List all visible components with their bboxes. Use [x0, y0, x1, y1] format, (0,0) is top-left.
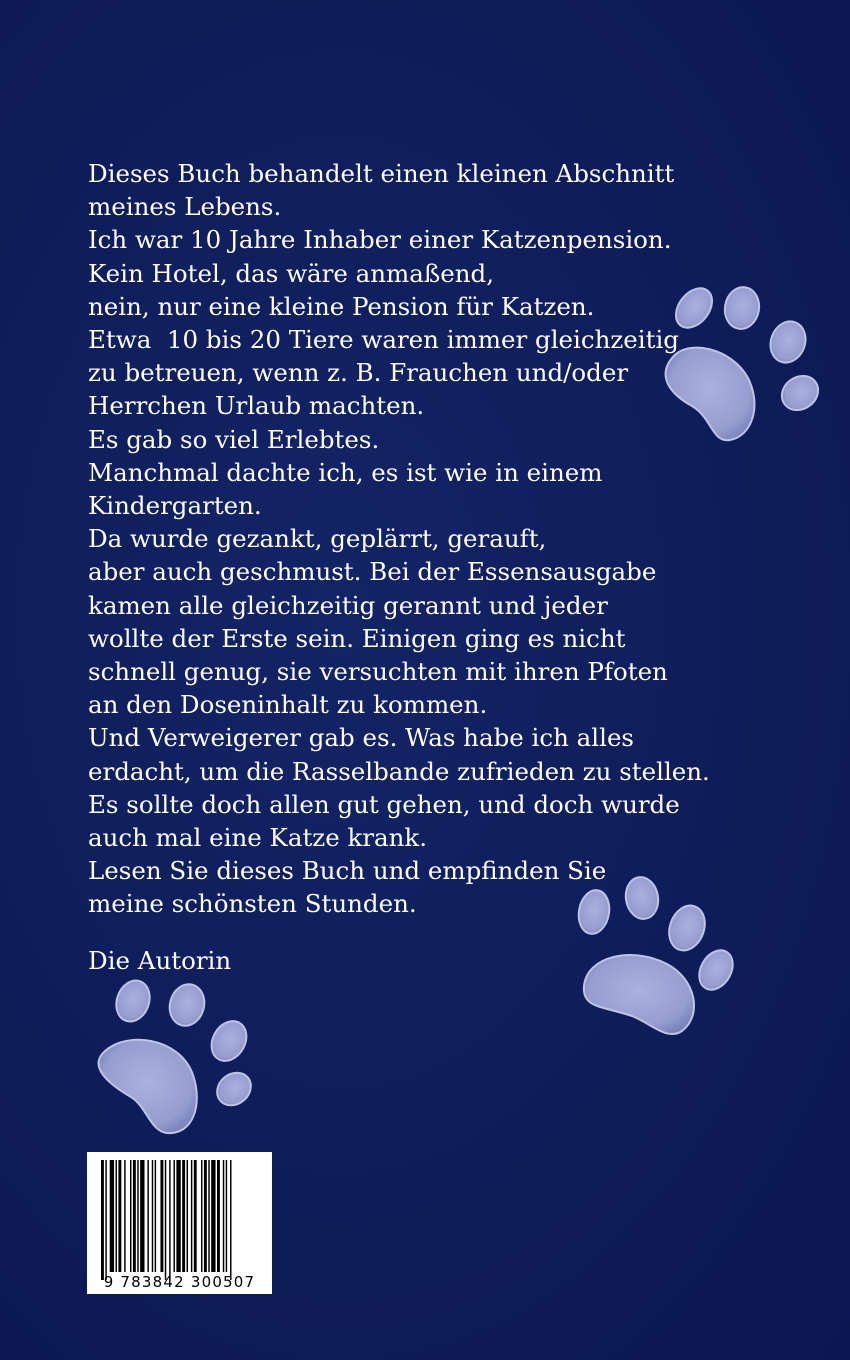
isbn-number: 9 783842 300507 — [103, 1273, 256, 1291]
blurb-line: Kein Hotel, das wäre anmaßend, — [88, 258, 494, 288]
blurb-line: auch mal eine Katze krank. — [88, 823, 428, 853]
barcode-bar — [133, 1160, 136, 1272]
barcode-bar — [201, 1160, 202, 1272]
blurb-line: wollte der Erste sein. Einigen ging es nicht — [88, 623, 626, 653]
barcode-bar — [116, 1160, 117, 1272]
barcode-bar — [165, 1160, 166, 1280]
blurb-line: Ich war 10 Jahre Inhaber einer Katzenpension. — [88, 225, 672, 255]
barcode-bar — [230, 1160, 231, 1280]
barcode-bar — [182, 1160, 185, 1272]
barcode-bar — [211, 1160, 215, 1272]
blurb-line: Es gab so viel Erlebtes. — [88, 424, 380, 454]
barcode-bar — [110, 1160, 114, 1272]
blurb-line: Etwa 10 bis 20 Tiere waren immer gleichzeitig — [88, 325, 679, 355]
barcode-bar — [194, 1160, 197, 1272]
barcode-bar — [152, 1160, 153, 1272]
blurb-line: Kindergarten. — [88, 491, 262, 521]
barcode-bar — [101, 1160, 104, 1280]
blurb-line: aber auch geschmust. Bei der Essensausgabe — [88, 557, 657, 587]
barcode-bar — [223, 1160, 224, 1272]
barcode-bar — [191, 1160, 192, 1272]
blurb-line: erdacht, um die Rasselbande zufrieden zu stellen. — [88, 756, 710, 786]
blurb-line: an den Doseninhalt zu kommen. — [88, 690, 488, 720]
author-signature: Die Autorin — [88, 946, 232, 975]
barcode-bar — [204, 1160, 207, 1272]
blurb-line: Manchmal dachte ich, es ist wie in einem — [88, 457, 603, 487]
blurb-line: Da wurde gezankt, geplärrt, gerauft, — [88, 524, 547, 554]
blurb-line: Dieses Buch behandelt einen kleinen Abschnitt — [88, 159, 675, 188]
blurb-line: zu betreuen, wenn z. B. Frauchen und/oder — [88, 358, 629, 388]
back-cover-blurb — [88, 157, 788, 921]
barcode-bar — [187, 1160, 188, 1272]
blurb-line: Herrchen Urlaub machten. — [88, 391, 425, 421]
blurb-line: schnell genug, sie versuchten mit ihren Pfoten — [88, 657, 668, 687]
barcode-bar — [226, 1160, 227, 1272]
blurb-line: Und Verweigerer gab es. Was habe ich alles — [88, 723, 635, 753]
blurb-line: meines Lebens. — [88, 192, 282, 222]
barcode-bar — [176, 1160, 180, 1272]
barcode-bar — [208, 1160, 209, 1272]
isbn-barcode — [87, 1152, 272, 1294]
barcode-bar — [130, 1160, 131, 1272]
blurb-line: Es sollte doch allen gut gehen, und doch wurde — [88, 789, 680, 819]
blurb-line: Lesen Sie dieses Buch und empfinden Sie — [88, 856, 607, 886]
blurb-line: nein, nur eine kleine Pension für Katzen. — [88, 291, 595, 321]
barcode-bar — [140, 1160, 144, 1272]
barcode-bar — [169, 1160, 170, 1280]
barcode-bar — [118, 1160, 121, 1272]
barcode-bar — [137, 1160, 138, 1272]
barcode-bar — [174, 1160, 175, 1272]
blurb-line: meine schönsten Stunden. — [88, 889, 417, 919]
barcode-bar — [155, 1160, 156, 1272]
paw-print-icon — [95, 975, 265, 1140]
barcode-bar — [217, 1160, 220, 1272]
barcode-bar — [147, 1160, 148, 1272]
barcode-bar — [124, 1160, 125, 1272]
barcode-bar — [105, 1160, 106, 1280]
barcode-bar — [160, 1160, 163, 1272]
blurb-line: kamen alle gleichzeitig gerannt und jeder — [88, 590, 608, 620]
